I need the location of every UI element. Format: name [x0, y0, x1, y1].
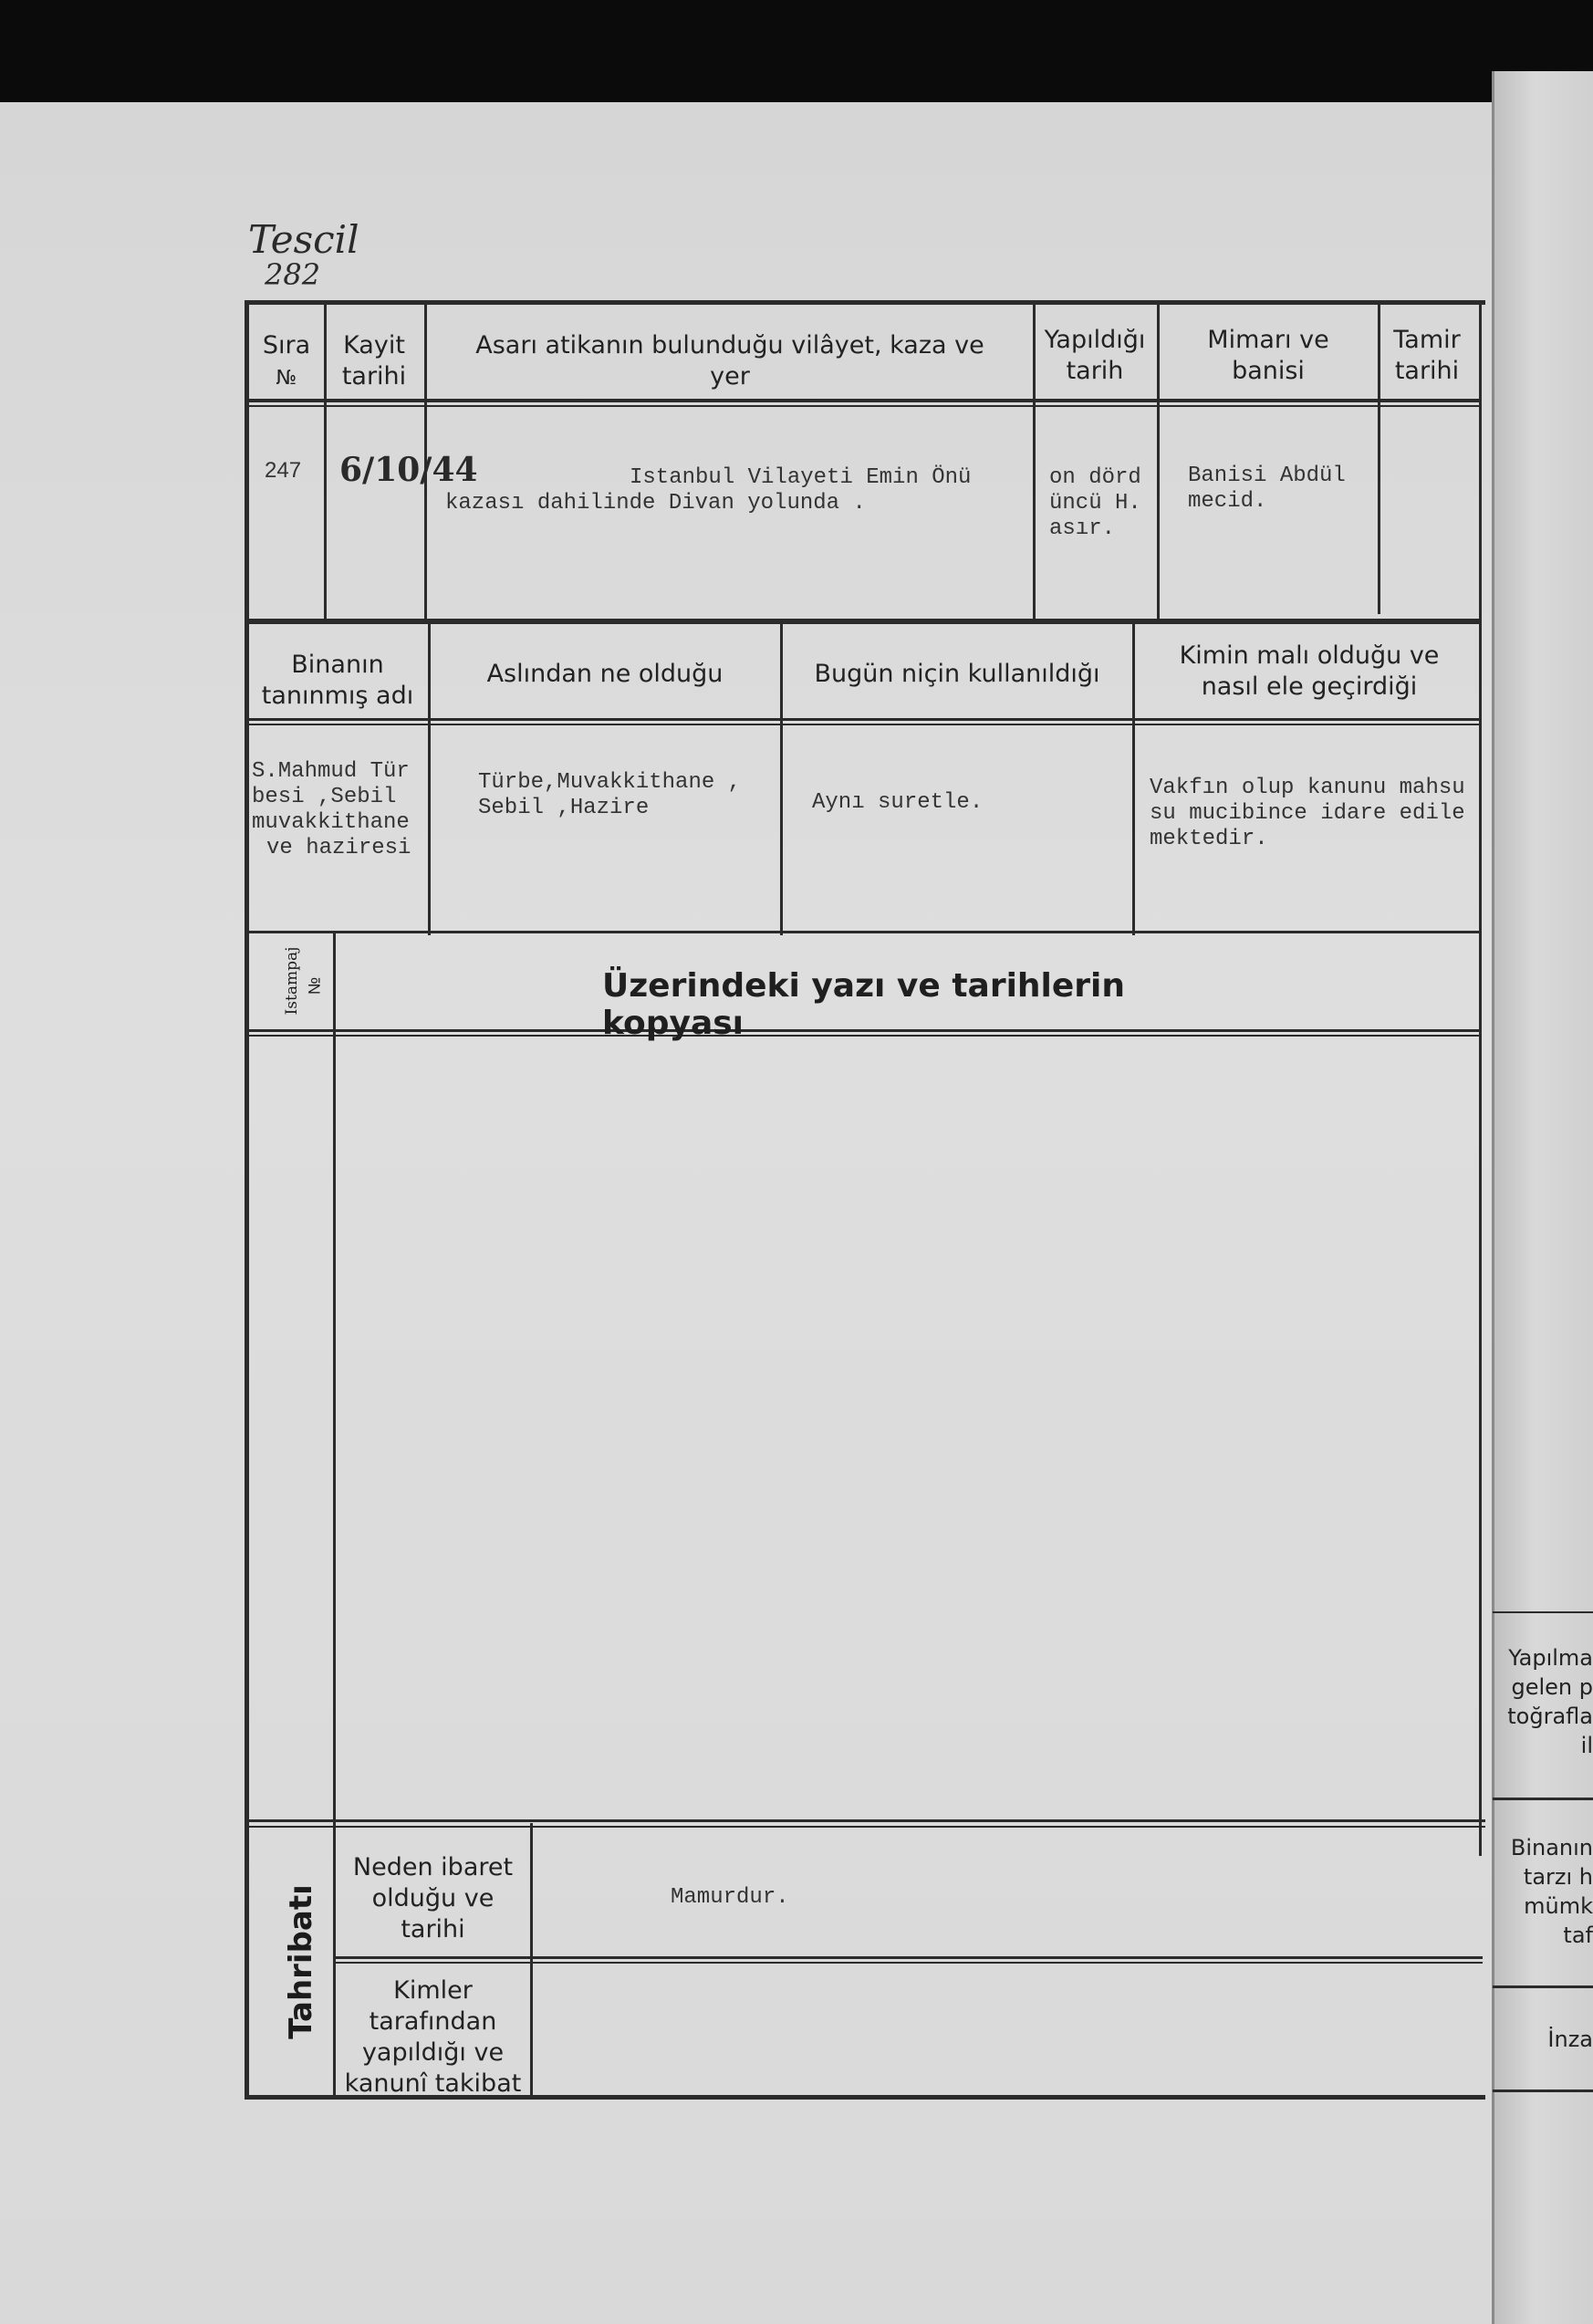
- rp-fragment-2-l2: tarzı h: [1523, 1864, 1593, 1890]
- row-yapildigi-line3: asır.: [1049, 516, 1116, 541]
- top-col4-line: [1157, 304, 1160, 621]
- middle-header-divider: [249, 718, 1481, 721]
- mid-col1-line: [428, 623, 431, 935]
- row-bina-line3: muvakkithane: [252, 810, 410, 835]
- top-col1-line: [324, 304, 327, 621]
- rp-fragment-1-l4: il: [1580, 1733, 1593, 1758]
- rp-fragment-1-l2: gelen p: [1511, 1674, 1593, 1700]
- top-col3-line: [1033, 304, 1036, 621]
- rp-fragment-1-l1: Yapılma: [1508, 1645, 1593, 1671]
- middle-table-bottom: [249, 931, 1481, 933]
- copy-section-title: Üzerindeki yazı ve tarihlerin kopyası: [602, 967, 1126, 1042]
- row-bina-line4: ve haziresi: [266, 836, 411, 860]
- tahribat-side-label: Tahribatı: [283, 1884, 319, 2039]
- neden-ibaret-label: Neden ibaret olduğu ve tarihi: [352, 1853, 514, 1944]
- tahribat-top: [249, 1819, 1485, 1822]
- istampaj-no: №: [305, 976, 324, 995]
- header-bugun-kullanildigi: Bugün niçin kullanıldığı: [814, 660, 1100, 688]
- rp-fragment-3-l1: İnza: [1547, 2027, 1593, 2052]
- header-binanin-adi: Binanın tanınmış adı: [261, 651, 414, 710]
- rp-line-4: [1493, 2090, 1593, 2092]
- rp-line-3: [1493, 1985, 1593, 1988]
- rp-line-1: [1493, 1611, 1593, 1613]
- tahribat-label-column: [530, 1823, 533, 2097]
- form-sheet: [0, 102, 1593, 2324]
- row-mimari-line2: mecid.: [1188, 489, 1267, 514]
- row-kimin-line3: mektedir.: [1150, 827, 1268, 851]
- rp-fragment-2-l1: Binanın: [1510, 1835, 1593, 1860]
- header-tamir-tarihi: Tamir tarihi: [1393, 326, 1461, 385]
- row-asli-line1: Türbe,Muvakkithane ,: [478, 770, 742, 795]
- rp-fragment-1-l3: toğrafla: [1507, 1704, 1593, 1729]
- row-sira: 247: [265, 458, 302, 483]
- tahribat-row-divider-2: [333, 1962, 1483, 1964]
- header-sira: Sıra: [262, 331, 311, 360]
- row-yer-line2: kazası dahilinde Divan yolunda .: [445, 491, 866, 516]
- rp-line-2: [1493, 1798, 1593, 1800]
- row-bina-line1: S.Mahmud Tür: [252, 759, 410, 784]
- header-aslindan: Aslından ne olduğu: [486, 660, 724, 688]
- copy-side-column-line: [333, 933, 336, 2098]
- handwritten-number: 282: [265, 257, 321, 292]
- row-yapildigi-line2: üncü H.: [1049, 491, 1141, 516]
- row-yapildigi-line1: on dörd: [1049, 465, 1141, 490]
- rp-fragment-2-l4: taf: [1563, 1923, 1593, 1948]
- header-kimin-mali: Kimin malı olduğu ve nasıl ele geçirdiği: [1179, 641, 1440, 701]
- middle-header-divider-2: [249, 724, 1481, 725]
- row-bugun: Aynı suretle.: [812, 790, 984, 815]
- row-yer-line1: Istanbul Vilayeti Emin Önü: [630, 465, 972, 490]
- top-header-divider-2: [245, 405, 1481, 407]
- header-sira-no: №: [276, 367, 297, 390]
- rp-fragment-2-l3: mümk: [1524, 1893, 1593, 1919]
- tahribat-top-2: [249, 1826, 1485, 1828]
- header-yapildigi-tarih: Yapıldığı tarih: [1044, 326, 1146, 385]
- mid-col3-line: [1132, 623, 1135, 935]
- middle-header-top: [249, 621, 1481, 624]
- kimler-tarafindan-label: Kimler tarafından yapıldığı ve kanunî takibat: [344, 1976, 522, 2098]
- row-kimin-line1: Vakfın olup kanunu mahsu: [1150, 776, 1465, 800]
- row-kayit-tarihi: 6/10/44: [339, 451, 478, 489]
- istampaj-label: Istampaj: [283, 946, 301, 1016]
- frame-right: [1479, 300, 1482, 1856]
- frame-left: [245, 300, 249, 2100]
- top-header-divider: [245, 399, 1481, 402]
- handwritten-tescil: Tescil: [248, 217, 359, 262]
- mid-col2-line: [780, 623, 783, 935]
- header-kayit-tarihi: Kayit tarihi: [341, 331, 407, 391]
- row-mimari-line1: Banisi Abdül: [1188, 464, 1346, 488]
- row-asli-line2: Sebil ,Hazire: [478, 796, 650, 820]
- neden-ibaret-value: Mamurdur.: [671, 1885, 789, 1910]
- frame-top: [245, 300, 1485, 305]
- header-mimari-banisi: Mimarı ve banisi: [1207, 326, 1329, 385]
- top-col5-line: [1378, 304, 1380, 614]
- row-kimin-line2: su mucibince idare edile: [1150, 801, 1465, 826]
- row-bina-line2: besi ,Sebil: [252, 785, 397, 809]
- header-asari-atika-yer: Asarı atikanın bulunduğu vilâyet, kaza ve yer: [475, 331, 984, 391]
- tahribat-row-divider: [333, 1956, 1483, 1959]
